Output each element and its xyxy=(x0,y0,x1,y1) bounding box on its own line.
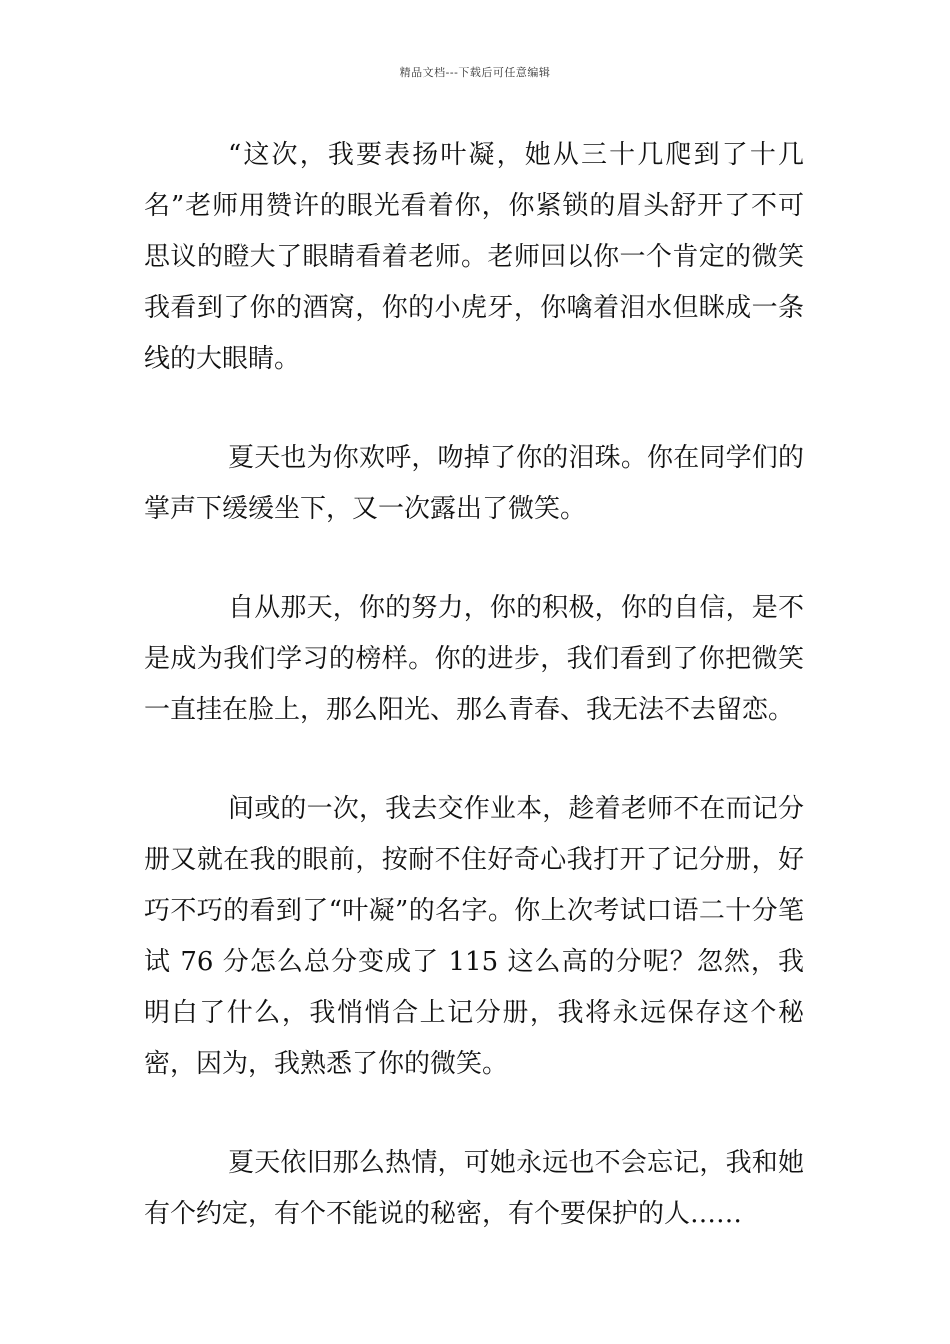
page-header: 精品文档---下载后可任意编辑 xyxy=(399,66,551,79)
paragraph-1: “这次，我要表扬叶凝，她从三十几爬到了十几名”老师用赞许的眼光看着你，你紧锁的眉头舒开了不可思议的瞪大了眼睛看着老师。老师回以你一个肯定的微笑我看到了你的酒窝，你的小虎牙，你噙着泪水但眯成一条线的大眼睛。 xyxy=(144,140,804,374)
paragraph-3: 自从那天，你的努力，你的积极，你的自信，是不是成为我们学习的榜样。你的进步，我们看到了你把微笑一直挂在脸上，那么阳光、那么青春、我无法不去留恋。 xyxy=(144,593,804,725)
paragraph-4: 间或的一次，我去交作业本，趁着老师不在而记分册又就在我的眼前，按耐不住好奇心我打开了记分册，好巧不巧的看到了“叶凝”的名字。你上次考试口语二十分笔试 76 分怎么总分变成了 115 这么高的分呢？忽然，我明白了什么，我悄悄合上记分册，我将永远保存这个秘密，因为，我熟悉了你的微笑。 xyxy=(144,794,804,1079)
paragraph-5: 夏天依旧那么热情，可她永远也不会忘记，我和她有个约定，有个不能说的秘密，有个要保护的人…… xyxy=(144,1148,804,1229)
paragraph-2: 夏天也为你欢呼，吻掉了你的泪珠。你在同学们的掌声下缓缓坐下，又一次露出了微笑。 xyxy=(144,443,804,524)
document-body xyxy=(144,130,804,1240)
